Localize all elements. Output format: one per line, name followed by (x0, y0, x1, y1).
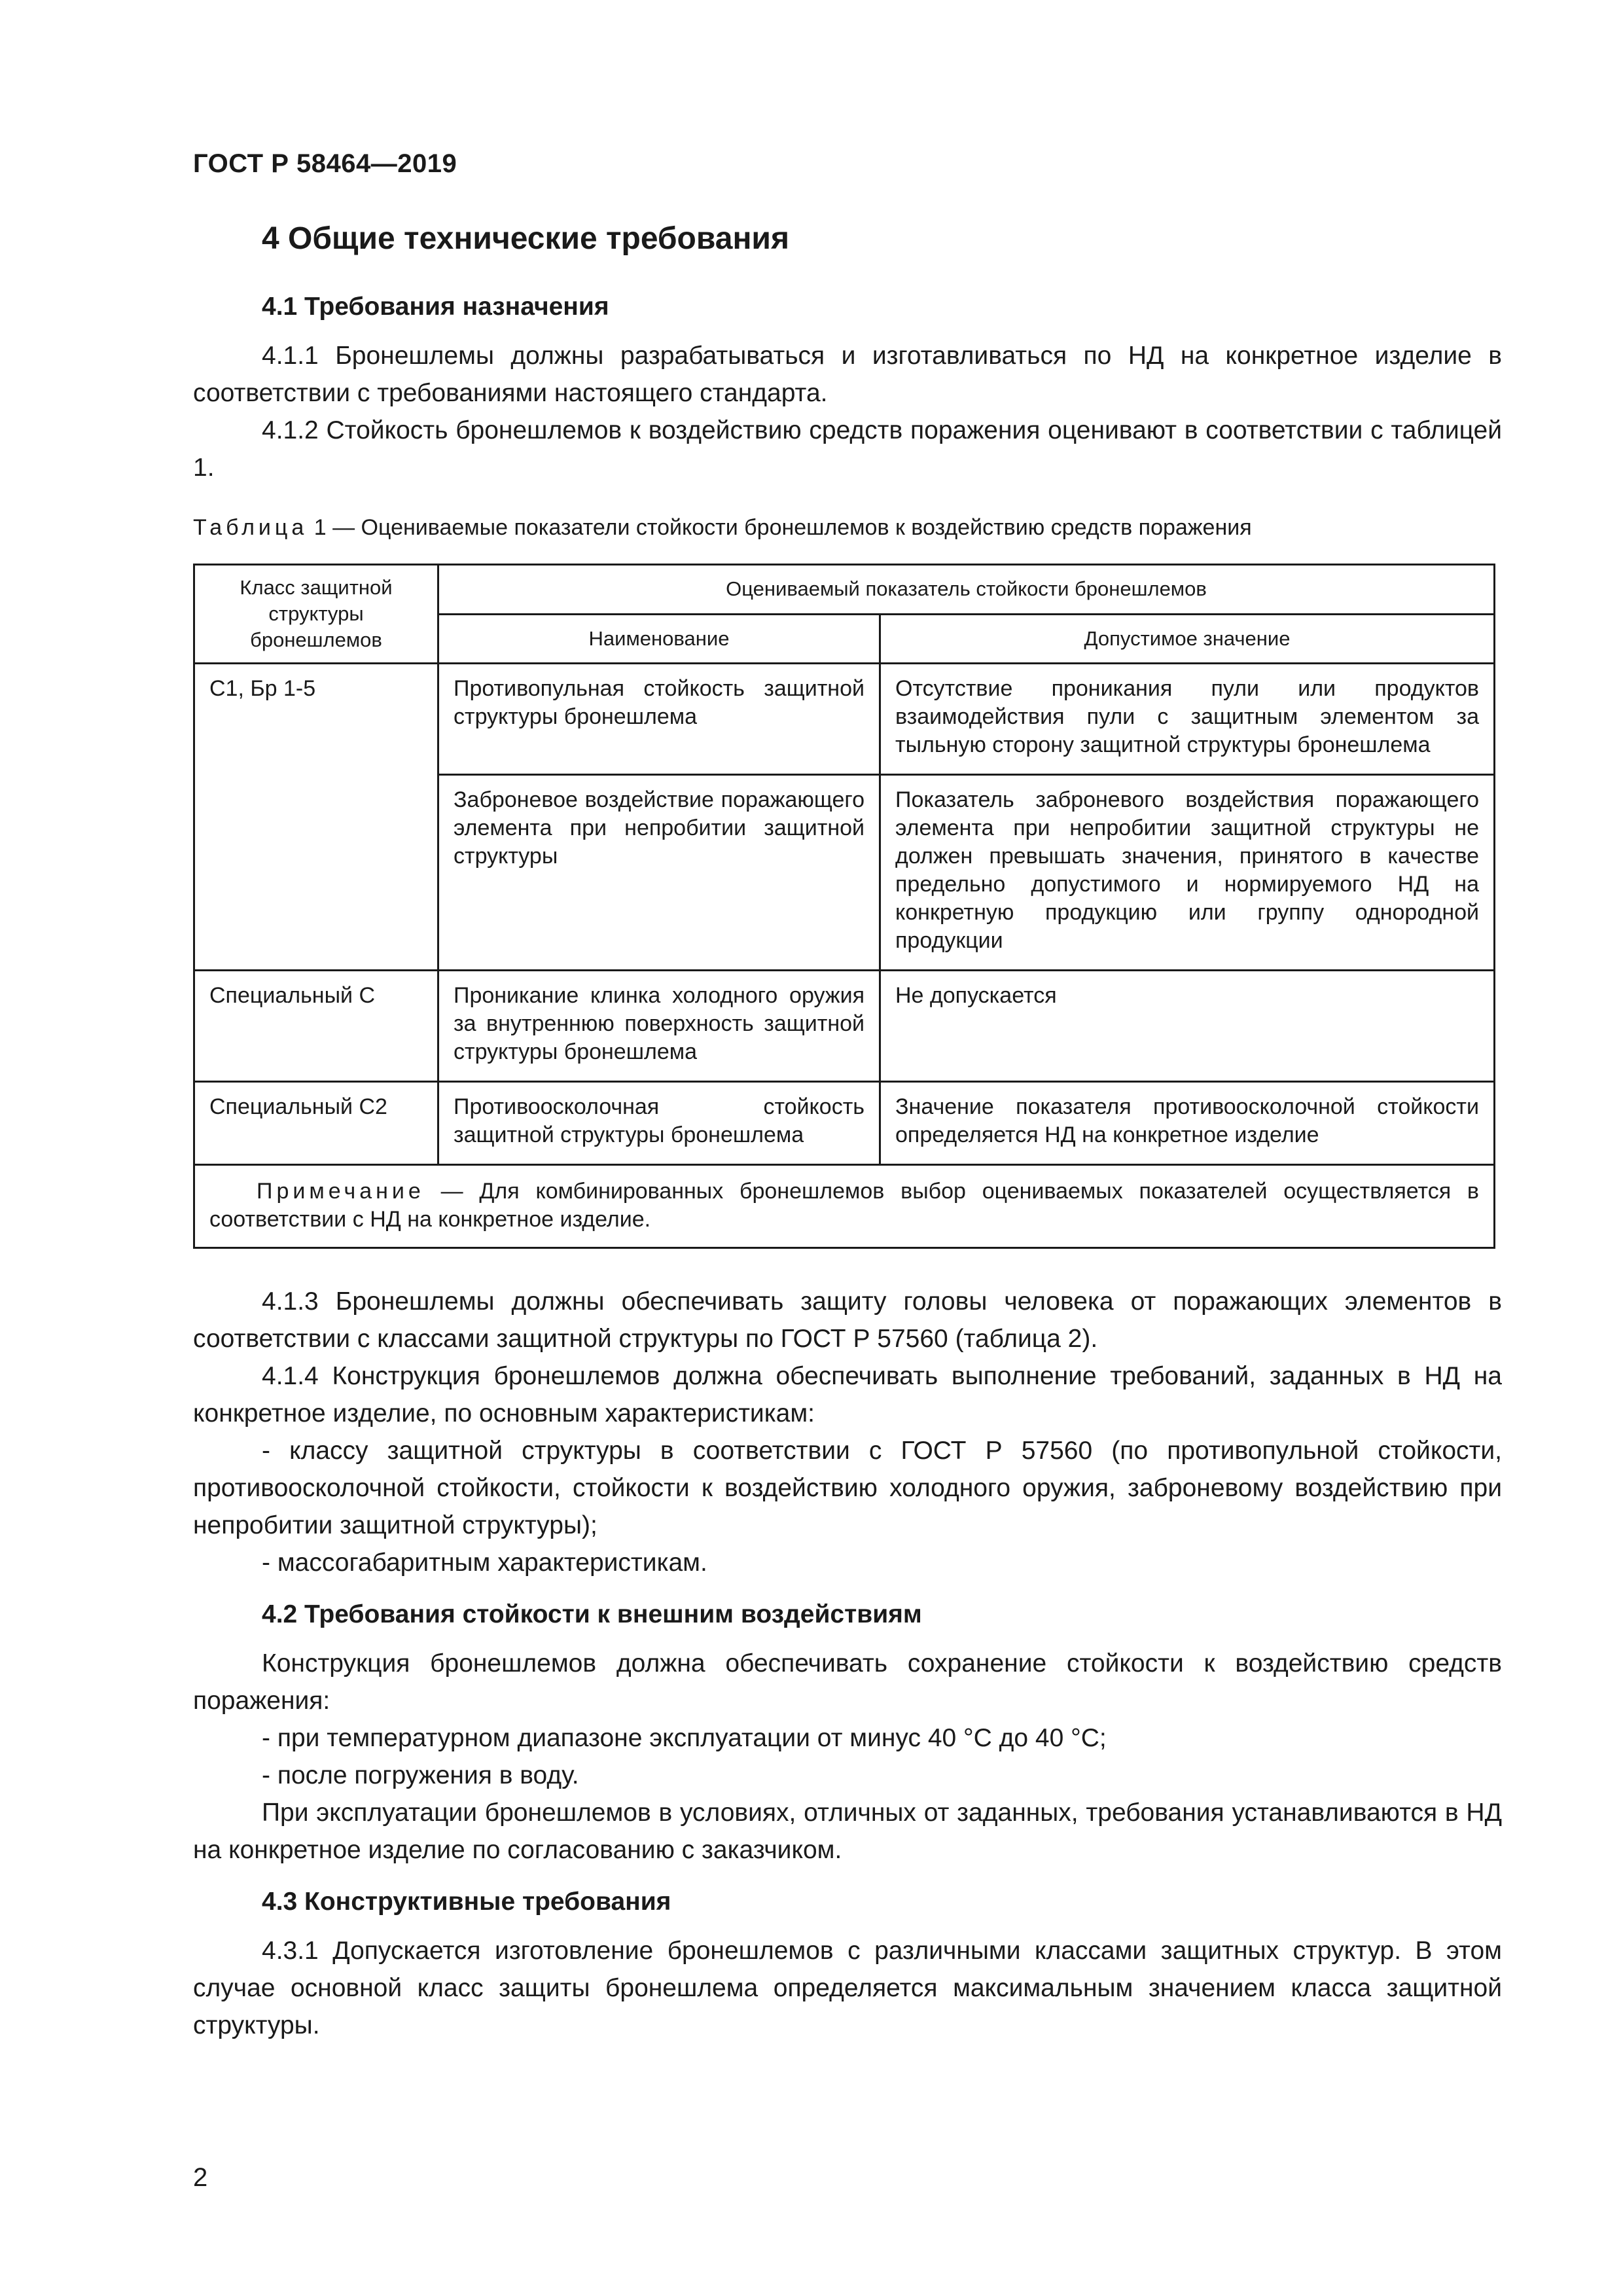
cell-name: Проникание клинка холодного оружия за внутреннюю поверхность защитной структуры бронешлема (438, 971, 880, 1082)
table-1-caption (193, 511, 1502, 544)
list-item: - при температурном диапазоне эксплуатации от минус 40 °C до 40 °C; (262, 1724, 1107, 1752)
list-item: - классу защитной структуры в соответствии с ГОСТ Р 57560 (по противопульной стойкости, противоосколочной стойкости, стойкости к воздействию холодного оружия, заброневому воздействию при непробитии защитной структуры); (193, 1437, 1502, 1539)
note-label: Примечание (257, 1179, 425, 1204)
cell-class: Специальный С2 (194, 1082, 438, 1165)
header-class: Класс защитной структуры бронешлемов (194, 565, 438, 664)
header-group: Оцениваемый показатель стойкости бронешлемов (438, 565, 1495, 615)
cell-name: Заброневое воздействие поражающего элемента при непробитии защитной структуры (438, 775, 880, 971)
cell-value: Значение показателя противоосколочной стойкости определяется НД на конкретное изделие (880, 1082, 1495, 1165)
section-4-3-title: 4.3 Конструктивные требования (262, 1888, 671, 1916)
page-number: 2 (193, 2163, 208, 2192)
cell-class: Специальный С (194, 971, 438, 1082)
cell-value: Показатель заброневого воздействия поражающего элемента при непробитии защитной структуры не должен превышать значения, принятого в качестве предельно допустимого и нормируемого НД на конкретную продукцию или группу однородной продукции (880, 775, 1495, 971)
table-caption-text: 1 — Оцениваемые показатели стойкости бронешлемов к воздействию средств поражения (308, 515, 1252, 540)
cell-name: Противоосколочная стойкость защитной структуры бронешлема (438, 1082, 880, 1165)
table-caption-label: Таблица (193, 515, 308, 540)
table-header-row (194, 565, 1495, 615)
cell-value: Отсутствие проникания пули или продуктов взаимодействия пули с защитным элементом за тыльную сторону защитной структуры бронешлема (880, 664, 1495, 775)
table-row (194, 1082, 1495, 1165)
cell-name: Противопульная стойкость защитной структуры бронешлема (438, 664, 880, 775)
table-row (194, 971, 1495, 1082)
table-1 (193, 564, 1495, 1249)
header-name: Наименование (438, 614, 880, 664)
table-row (194, 664, 1495, 775)
paragraph-4-1-1: 4.1.1 Бронешлемы должны разрабатываться и изготавливаться по НД на конкретное изделие в соответствии с требованиями настоящего стандарта. (193, 342, 1502, 407)
section-4-2-title: 4.2 Требования стойкости к внешним воздействиям (262, 1600, 922, 1628)
cell-class: С1, Бр 1-5 (194, 664, 438, 971)
paragraph-4-2: Конструкция бронешлемов должна обеспечивать сохранение стойкости к воздействию средств поражения: (193, 1649, 1502, 1715)
paragraph-4-2-b: При эксплуатации бронешлемов в условиях, отличных от заданных, требования устанавливаются в НД на конкретное изделие по согласованию с заказчиком. (193, 1799, 1502, 1864)
paragraph-4-1-2: 4.1.2 Стойкость бронешлемов к воздействию средств поражения оценивают в соответствии с таблицей 1. (193, 416, 1502, 482)
paragraph-4-3-1: 4.3.1 Допускается изготовление бронешлемов с различными классами защитных структур. В этом случае основной класс защиты бронешлема определяется максимальным значением класса защитной структуры. (193, 1937, 1502, 2039)
paragraph-4-1-4: 4.1.4 Конструкция бронешлемов должна обеспечивать выполнение требований, заданных в НД на конкретное изделие, по основным характеристикам: (193, 1362, 1502, 1427)
list-item: - после погружения в воду. (262, 1761, 579, 1789)
list-item: - массогабаритным характеристикам. (262, 1549, 707, 1577)
section-4-1-title: 4.1 Требования назначения (262, 293, 609, 321)
section-4-title: 4 Общие технические требования (262, 221, 789, 256)
cell-value: Не допускается (880, 971, 1495, 1082)
table-note-row (194, 1165, 1495, 1248)
paragraph-4-1-3: 4.1.3 Бронешлемы должны обеспечивать защиту головы человека от поражающих элементов в соответствии с классами защитной структуры по ГОСТ Р 57560 (таблица 2). (193, 1287, 1502, 1353)
header-value: Допустимое значение (880, 614, 1495, 664)
table-note (194, 1165, 1495, 1248)
page-content (193, 216, 1502, 2044)
document-code-header: ГОСТ Р 58464—2019 (193, 149, 457, 178)
note-text: — Для комбинированных бронешлемов выбор оцениваемых показателей осуществляется в соответствии с НД на конкретное изделие. (209, 1179, 1479, 1232)
